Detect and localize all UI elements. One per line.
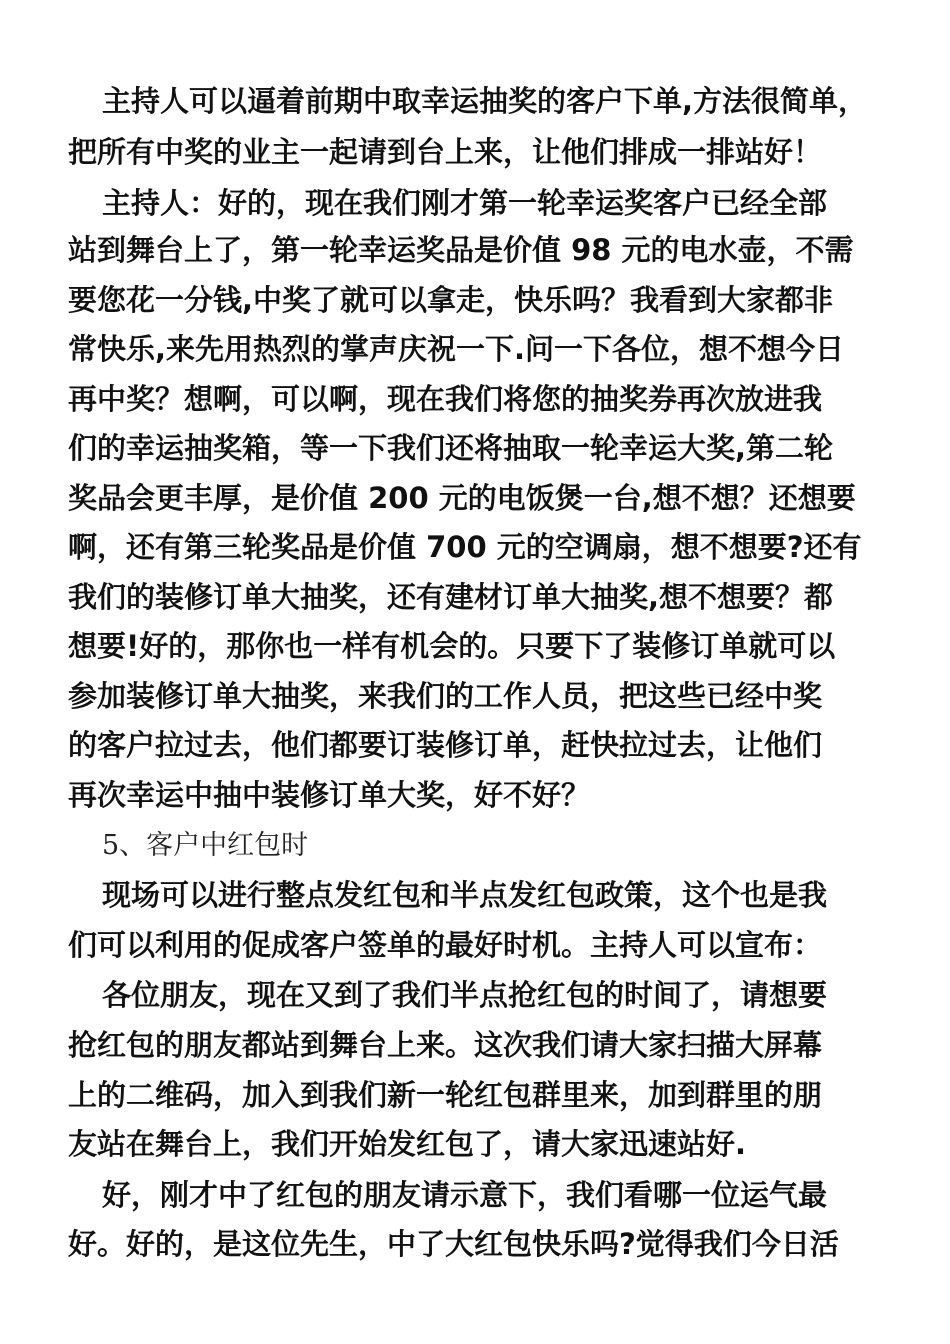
text-line: 要您花一分钱,中奖了就可以拿走，快乐吗？我看到大家都非: [68, 283, 834, 317]
section-heading: 5、客户中红包时: [102, 830, 309, 861]
text-line: 参加装修订单大抽奖，来我们的工作人员，把这些已经中奖: [68, 679, 823, 713]
text-line: 再中奖？想啊，可以啊，现在我们将您的抽奖券再次放进我: [68, 382, 823, 416]
text-line: 好。好的，是这位先生，中了大红包快乐吗?觉得我们今日活: [68, 1227, 839, 1261]
text-line: 把所有中奖的业主一起请到台上来，让他们排成一排站好！: [68, 135, 823, 169]
text-line: 我们的装修订单大抽奖，还有建材订单大抽奖,想不想要？都: [68, 580, 834, 614]
text-line: 们可以利用的促成客户签单的最好时机。主持人可以宣布：: [68, 928, 823, 962]
text-line: 想要!好的，那你也一样有机会的。只要下了装修订单就可以: [68, 629, 836, 663]
text-line: 站到舞台上了，第一轮幸运奖品是价值 98 元的电水壶，不需: [68, 233, 854, 267]
text-line: 们的幸运抽奖箱，等一下我们还将抽取一轮幸运大奖,第二轮: [68, 431, 834, 465]
text-line: 友站在舞台上，我们开始发红包了，请大家迅速站好.: [68, 1127, 747, 1161]
text-line: 上的二维码，加入到我们新一轮红包群里来，加到群里的朋: [68, 1078, 823, 1112]
text-line: 再次幸运中抽中装修订单大奖，好不好？: [68, 778, 591, 812]
text-line: 奖品会更丰厚，是价值 200 元的电饭煲一台,想不想？还想要: [68, 481, 856, 515]
text-line: 主持人：好的，现在我们刚才第一轮幸运奖客户已经全部: [102, 186, 828, 220]
text-line: 的客户拉过去，他们都要订装修订单，赶快拉过去，让他们: [68, 728, 823, 762]
text-line: 各位朋友，现在又到了我们半点抢红包的时间了，请想要: [102, 978, 828, 1012]
text-line: 主持人可以逼着前期中取幸运抽奖的客户下单,方法很简单，: [102, 84, 868, 118]
text-line: 现场可以进行整点发红包和半点发红包政策，这个也是我: [102, 878, 828, 912]
text-line: 好，刚才中了红包的朋友请示意下，我们看哪一位运气最: [102, 1178, 828, 1212]
text-line: 抢红包的朋友都站到舞台上来。这次我们请大家扫描大屏幕: [68, 1028, 823, 1062]
text-line: 常快乐,来先用热烈的掌声庆祝一下.问一下各位，想不想今日: [68, 332, 845, 366]
text-line: 啊，还有第三轮奖品是价值 700 元的空调扇，想不想要?还有: [68, 530, 862, 564]
